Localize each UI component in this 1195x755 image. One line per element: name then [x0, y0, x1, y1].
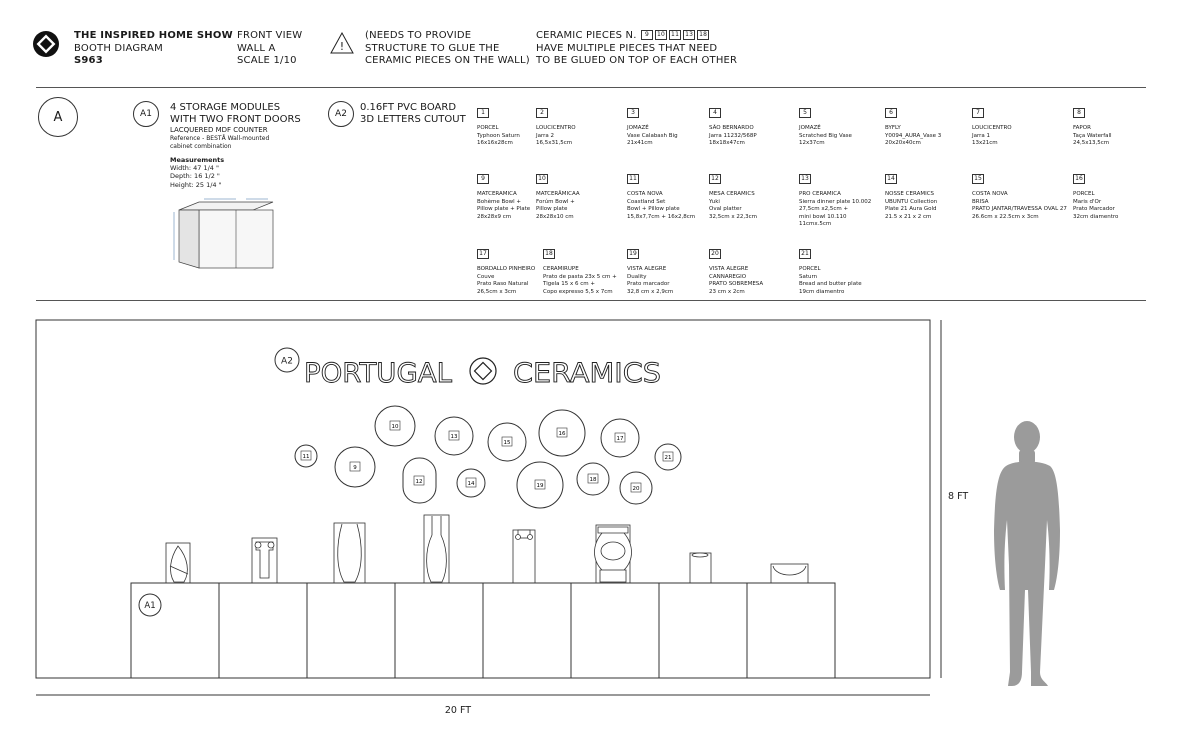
piece-description: PRO CERAMICA Sierra dinner plate 10.002 27,5cm x2,5cm + mini bowl 10.110 11cmx.5cm: [799, 191, 872, 227]
piece-number-badge: 20: [709, 249, 721, 259]
piece-number-badge: 11: [671, 31, 680, 38]
piece-number-badge: 18: [699, 31, 708, 38]
plate-19: [517, 462, 563, 508]
svg-text:21: 21: [664, 455, 672, 461]
plate-9: [335, 447, 375, 487]
measurement-depth: Depth: 16 1/2 ": [170, 172, 220, 180]
section-a-label: A: [38, 97, 78, 137]
view-line2: WALL A: [237, 42, 276, 54]
vase-7: [690, 553, 711, 583]
piece-number-badge: 17: [477, 249, 489, 259]
svg-text:12: 12: [415, 479, 423, 485]
piece-number-badge: 4: [709, 108, 721, 118]
vase-2: [252, 538, 277, 583]
piece-description: PORCEL Maris d'Or Prato Marcador 32cm diamentro: [1073, 191, 1119, 220]
sign-word-portugal: PORTUGAL: [304, 358, 452, 389]
warning-line1: (NEEDS TO PROVIDE: [365, 30, 472, 41]
piece-number-badge: 6: [885, 108, 897, 118]
piece-description: VISTA ALEGRE CANNAREGIO PRATO SOBREMESA 23 cm x 2cm: [709, 266, 764, 295]
piece-number-badge: 1: [477, 108, 489, 118]
a2-marker-label: A2: [281, 356, 293, 367]
pieces-line3: TO BE GLUED ON TOP OF EACH OTHER: [536, 55, 738, 66]
piece-number-badge: 3: [627, 108, 639, 118]
width-label: 20 FT: [444, 705, 472, 716]
plate-15: [488, 423, 526, 461]
piece-number-badge: 9: [477, 174, 489, 184]
sign-word-ceramics: CERAMICS: [513, 358, 661, 389]
plate-11: [295, 445, 317, 467]
piece-description: MESA CERAMICS Yuki Oval platter 32,5cm x 22,3cm: [709, 191, 758, 220]
vase-5: [513, 530, 535, 583]
svg-text:14: 14: [467, 481, 475, 487]
height-label: 8 FT: [948, 491, 969, 502]
piece-number-badge: 18: [543, 249, 555, 259]
doc-type: BOOTH DIAGRAM: [74, 42, 163, 54]
plate-10: [375, 406, 415, 446]
a2-marker: [275, 348, 299, 372]
piece-number-badge: 15: [972, 174, 984, 184]
piece-description: COSTA NOVA BRISA PRATO JANTAR/TRAVESSA OVAL 27 26.6cm x 22.5cm x 3cm: [972, 191, 1067, 220]
measurements-title: Measurements: [170, 155, 225, 164]
a1-marker-label: A1: [144, 601, 156, 611]
plate-16: [539, 410, 585, 456]
plate-12: [403, 458, 436, 503]
view-line1: FRONT VIEW: [237, 30, 303, 41]
counter-modules: [131, 583, 835, 678]
vase-8: [771, 564, 808, 583]
piece-number-badge: 21: [799, 249, 811, 259]
svg-text:!: !: [339, 40, 345, 53]
piece-number-badge: 13: [685, 31, 694, 38]
show-title: THE INSPIRED HOME SHOW: [74, 30, 233, 41]
a2-title-line1: 0.16FT PVC BOARD: [360, 102, 457, 113]
piece-number-badge: 7: [972, 108, 984, 118]
svg-text:10: 10: [391, 424, 399, 430]
svg-text:19: 19: [536, 483, 544, 489]
a2-label: A2: [328, 101, 354, 127]
plate-21: [655, 444, 681, 470]
piece-description: JOMAZÉ Scratched Big Vase 12x37cm: [799, 125, 852, 146]
svg-text:20: 20: [632, 486, 640, 492]
pieces-prefix: CERAMIC PIECES N.: [536, 30, 637, 41]
piece-number-badge: 13: [799, 174, 811, 184]
svg-text:15: 15: [503, 440, 511, 446]
a1-sub2: Reference - BESTÅ Wall-mounted: [170, 134, 270, 142]
view-line3: SCALE 1/10: [237, 55, 297, 66]
svg-text:11: 11: [302, 454, 310, 460]
a1-title-line2: WITH TWO FRONT DOORS: [170, 114, 301, 125]
svg-text:17: 17: [616, 436, 624, 442]
plate-18: [577, 463, 609, 495]
sign-diamond-icon: [470, 358, 496, 384]
piece-description: BYFLY Y0094_AURA_Vase 3 20x20x40cm: [885, 125, 942, 146]
piece-number-badge: 9: [641, 30, 653, 40]
svg-text:9: 9: [353, 465, 357, 471]
measurement-height: Height: 25 1/4 ": [170, 180, 222, 189]
piece-description: SÃO BERNARDO Jarra 11232/568P 18x18x47cm: [709, 125, 757, 146]
vase-1: [166, 543, 190, 583]
piece-description: LOUCICENTRO Jarra 1 13x21cm: [972, 125, 1012, 146]
svg-text:18: 18: [589, 477, 597, 483]
piece-description: LOUCICENTRO Jarra 2 16,5x31,5cm: [536, 125, 576, 146]
plate-20: [620, 472, 652, 504]
piece-description: COSTA NOVA Coastland Set Bowl + Pillow plate 15,8x7,7cm + 16x2,8cm: [627, 191, 696, 220]
piece-number-badge: 19: [627, 249, 639, 259]
piece-description: PORCEL Saturn Bread and butter plate 19cm diamentro: [799, 266, 862, 295]
svg-text:16: 16: [558, 431, 566, 437]
vase-4: [424, 515, 449, 583]
piece-number-badge: 11: [627, 174, 639, 184]
piece-number-badge: 8: [1073, 108, 1085, 118]
measurement-width: Width: 47 1/4 ": [170, 163, 219, 172]
piece-description: VISTA ALEGRE Duality Prato marcador 32,8 cm x 2,9cm: [627, 266, 674, 295]
piece-description: PORCEL Typhoon Saturn 16x16x28cm: [477, 125, 520, 146]
piece-number-badge: 2: [536, 108, 548, 118]
a1-sub3: cabinet combination: [170, 142, 232, 150]
a1-marker: [139, 594, 161, 616]
human-scale-figure: [994, 421, 1060, 686]
svg-text:13: 13: [450, 434, 458, 440]
piece-description: NOSSE CERAMICS UBUNTU Collection Plate 21 Aura Gold 21.5 x 21 x 2 cm: [885, 191, 938, 220]
vase-3: [334, 523, 365, 583]
booth-number: S963: [74, 55, 103, 66]
plate-17: [601, 419, 639, 457]
piece-description: MATCERÂMICAA Forúm Bowl + Pillow plate 28x28x10 cm: [536, 191, 580, 220]
piece-number-badge: 14: [885, 174, 897, 184]
plate-13: [435, 417, 473, 455]
plate-14: [457, 469, 485, 497]
a1-sub1: LACQUERED MDF COUNTER: [170, 126, 268, 134]
piece-number-badge: 12: [709, 174, 721, 184]
warning-line2: STRUCTURE TO GLUE THE: [365, 42, 500, 54]
piece-number-badge: 16: [1073, 174, 1085, 184]
piece-number-badge: 10: [657, 31, 666, 38]
a2-title-line2: 3D LETTERS CUTOUT: [360, 114, 466, 125]
piece-description: JOMAZÉ Vase Calabash Big 21x41cm: [627, 125, 678, 146]
piece-description: BORDALLO PINHEIRO Couve Prato Raso Natural 26,5cm x 3cm: [477, 266, 536, 295]
warning-line3: CERAMIC PIECES ON THE WALL): [365, 55, 530, 66]
a1-label: A1: [133, 101, 159, 127]
piece-description: FAPOR Taça Waterfall 24,5x13,5cm: [1073, 125, 1112, 146]
pieces-line2: HAVE MULTIPLE PIECES THAT NEED: [536, 42, 718, 54]
vase-6: [595, 525, 632, 583]
piece-number-badge: 5: [799, 108, 811, 118]
piece-description: MATCERAMICA Bohème Bowl + Pillow plate + Plate 28x28x9 cm: [477, 191, 531, 220]
a1-title-line1: 4 STORAGE MODULES: [170, 102, 281, 113]
piece-number-badge: 10: [536, 174, 548, 184]
piece-description: CERAMIRUPE Prato de pasta 23x 5 cm + Tigela 15 x 6 cm + Copo expresso 5,5 x 7cm: [543, 266, 617, 295]
